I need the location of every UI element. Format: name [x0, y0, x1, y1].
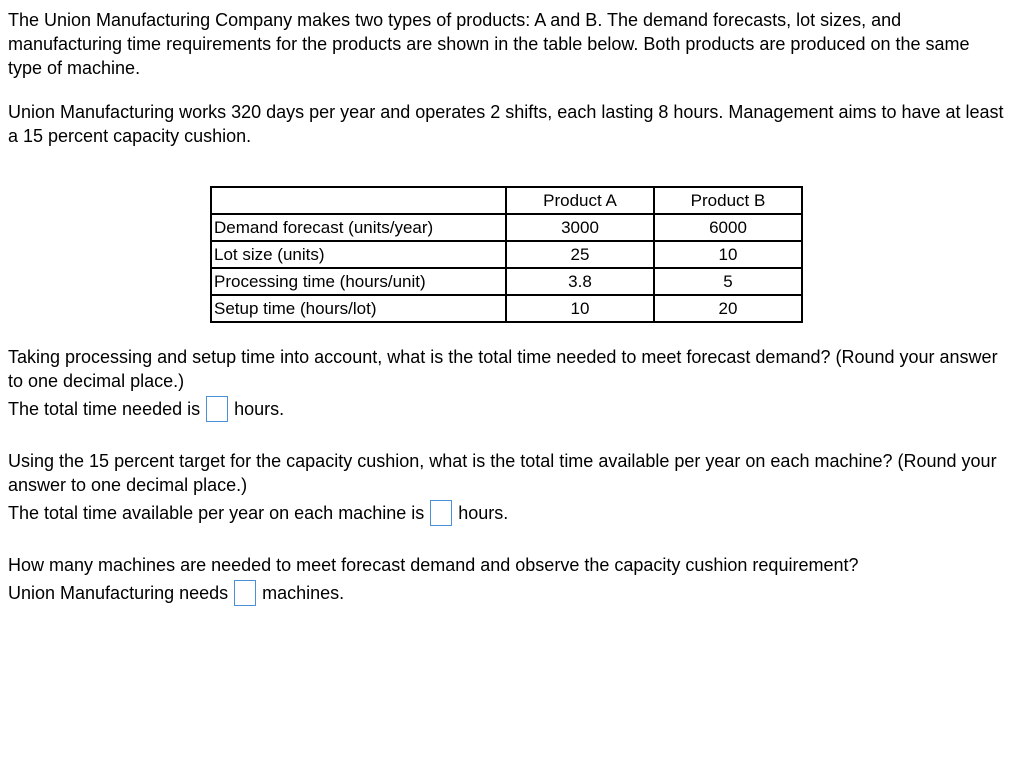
question-2 — [8, 449, 1004, 529]
question-3-prefix: Union Manufacturing needs — [8, 583, 229, 603]
question-1-prompt: Taking processing and setup time into account, what is the total time needed to meet forecast demand? (Round your answer to one decimal place.) — [8, 347, 998, 391]
question-2-prompt: Using the 15 percent target for the capacity cushion, what is the total time available per year on each machine? (Round your answer to one decimal place.) — [8, 451, 997, 495]
question-2-suffix: hours. — [458, 503, 509, 523]
problem-page — [8, 8, 1004, 609]
row-label: Setup time (hours/lot) — [211, 295, 506, 322]
question-1-answer-line — [8, 393, 1004, 425]
row-label: Processing time (hours/unit) — [211, 268, 506, 295]
table-row — [211, 241, 802, 268]
intro-paragraph-1: The Union Manufacturing Company makes two types of products: A and B. The demand forecasts, lot sizes, and manufacturing time requirements for the products are shown in the table below. Both products are produced on the same type of machine. — [8, 10, 970, 78]
product-a-value: 25 — [506, 241, 654, 268]
table-header-row — [211, 187, 802, 214]
question-1-suffix: hours. — [234, 399, 285, 419]
product-b-value: 6000 — [654, 214, 802, 241]
question-3-answer-line — [8, 577, 1004, 609]
product-data-table — [210, 186, 803, 323]
table-header-product-a: Product A — [506, 187, 654, 214]
product-a-value: 3.8 — [506, 268, 654, 295]
question-3-prompt: How many machines are needed to meet forecast demand and observe the capacity cushion requirement? — [8, 555, 859, 575]
question-2-answer-line — [8, 497, 1004, 529]
table-row — [211, 268, 802, 295]
table-row — [211, 295, 802, 322]
question-3 — [8, 553, 1004, 609]
total-time-needed-input[interactable] — [206, 396, 228, 422]
product-a-value: 10 — [506, 295, 654, 322]
question-1 — [8, 345, 1004, 425]
intro-paragraph-2: Union Manufacturing works 320 days per year and operates 2 shifts, each lasting 8 hours. Management aims to have at least a 15 percent capacity cushion. — [8, 102, 1004, 146]
product-a-value: 3000 — [506, 214, 654, 241]
row-label: Lot size (units) — [211, 241, 506, 268]
question-2-prefix: The total time available per year on each machine is — [8, 503, 425, 523]
product-b-value: 5 — [654, 268, 802, 295]
table-header-blank — [211, 187, 506, 214]
table-row — [211, 214, 802, 241]
product-b-value: 20 — [654, 295, 802, 322]
table-header-product-b: Product B — [654, 187, 802, 214]
machines-needed-input[interactable] — [234, 580, 256, 606]
time-available-input[interactable] — [430, 500, 452, 526]
question-1-prefix: The total time needed is — [8, 399, 201, 419]
data-table-wrapper — [210, 186, 1004, 323]
question-3-suffix: machines. — [262, 583, 345, 603]
product-b-value: 10 — [654, 241, 802, 268]
row-label: Demand forecast (units/year) — [211, 214, 506, 241]
